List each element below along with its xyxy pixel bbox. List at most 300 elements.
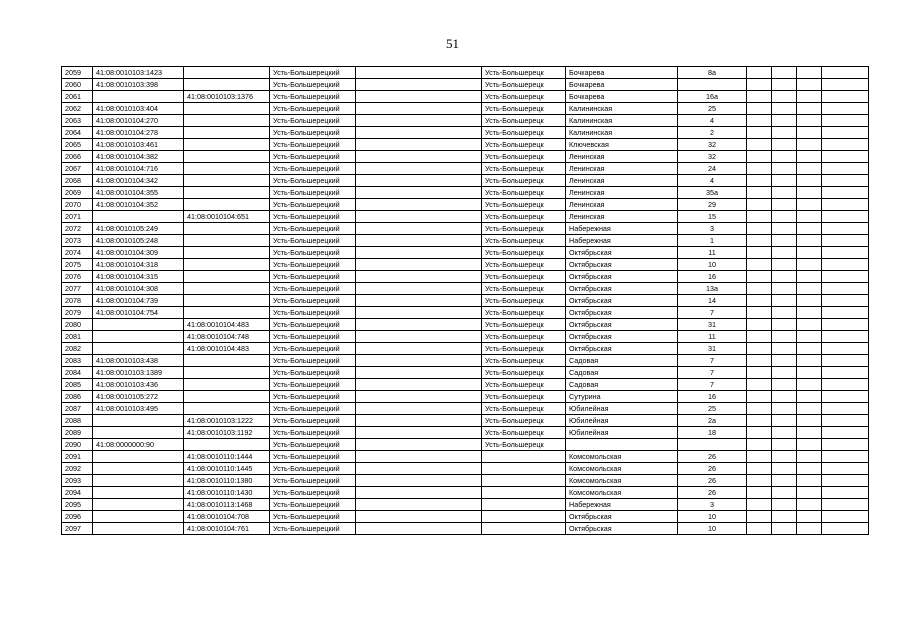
locality-cell [356, 271, 482, 283]
empty-cell [822, 151, 869, 163]
locality-cell [356, 451, 482, 463]
empty-cell [822, 187, 869, 199]
empty-cell [747, 127, 772, 139]
cadastral-number-alt: 41:08:0010104:483 [184, 319, 270, 331]
row-number: 2088 [62, 415, 93, 427]
district-name: Усть-Большерецкий [270, 487, 356, 499]
table-row [62, 163, 869, 175]
cadastral-number: 41:08:0010105:272 [93, 391, 184, 403]
settlement-name: Усть-Большерецк [482, 187, 566, 199]
cadastral-number [93, 211, 184, 223]
cadastral-number-alt [184, 235, 270, 247]
empty-cell [772, 391, 797, 403]
table-row [62, 223, 869, 235]
cadastral-number [93, 427, 184, 439]
house-number: 3 [678, 223, 747, 235]
cadastral-number-alt [184, 355, 270, 367]
empty-cell [772, 127, 797, 139]
empty-cell [747, 139, 772, 151]
empty-cell [797, 487, 822, 499]
street-name: Октябрьская [566, 271, 678, 283]
empty-cell [797, 307, 822, 319]
empty-cell [772, 151, 797, 163]
district-name: Усть-Большерецкий [270, 103, 356, 115]
empty-cell [772, 439, 797, 451]
locality-cell [356, 439, 482, 451]
row-number: 2078 [62, 295, 93, 307]
district-name: Усть-Большерецкий [270, 175, 356, 187]
empty-cell [747, 307, 772, 319]
empty-cell [797, 199, 822, 211]
table-row [62, 79, 869, 91]
cadastral-number [93, 343, 184, 355]
locality-cell [356, 139, 482, 151]
cadastral-number [93, 451, 184, 463]
street-name: Садовая [566, 379, 678, 391]
empty-cell [797, 139, 822, 151]
district-name: Усть-Большерецкий [270, 379, 356, 391]
empty-cell [822, 319, 869, 331]
empty-cell [822, 295, 869, 307]
district-name: Усть-Большерецкий [270, 511, 356, 523]
empty-cell [772, 487, 797, 499]
empty-cell [797, 367, 822, 379]
locality-cell [356, 151, 482, 163]
district-name: Усть-Большерецкий [270, 415, 356, 427]
cadastral-number: 41:08:0010104:270 [93, 115, 184, 127]
district-name: Усть-Большерецкий [270, 403, 356, 415]
cadastral-number-alt [184, 379, 270, 391]
empty-cell [747, 115, 772, 127]
empty-cell [822, 343, 869, 355]
row-number: 2094 [62, 487, 93, 499]
empty-cell [772, 223, 797, 235]
empty-cell [797, 91, 822, 103]
row-number: 2059 [62, 67, 93, 79]
empty-cell [772, 139, 797, 151]
district-name: Усть-Большерецкий [270, 331, 356, 343]
table-row [62, 127, 869, 139]
street-name: Юбилейная [566, 403, 678, 415]
cadastral-number [93, 415, 184, 427]
house-number: 4 [678, 175, 747, 187]
empty-cell [822, 463, 869, 475]
row-number: 2083 [62, 355, 93, 367]
table-row [62, 463, 869, 475]
empty-cell [772, 163, 797, 175]
empty-cell [797, 523, 822, 535]
settlement-name: Усть-Большерецк [482, 223, 566, 235]
empty-cell [797, 187, 822, 199]
table-row [62, 151, 869, 163]
street-name: Ленинская [566, 199, 678, 211]
street-name: Октябрьская [566, 283, 678, 295]
empty-cell [772, 463, 797, 475]
row-number: 2082 [62, 343, 93, 355]
empty-cell [797, 67, 822, 79]
empty-cell [797, 211, 822, 223]
empty-cell [822, 211, 869, 223]
empty-cell [797, 283, 822, 295]
empty-cell [797, 331, 822, 343]
row-number: 2062 [62, 103, 93, 115]
house-number: 26 [678, 487, 747, 499]
house-number: 7 [678, 307, 747, 319]
row-number: 2064 [62, 127, 93, 139]
empty-cell [797, 127, 822, 139]
empty-cell [747, 367, 772, 379]
empty-cell [772, 67, 797, 79]
empty-cell [822, 175, 869, 187]
empty-cell [797, 463, 822, 475]
empty-cell [772, 115, 797, 127]
district-name: Усть-Большерецкий [270, 295, 356, 307]
district-name: Усть-Большерецкий [270, 343, 356, 355]
house-number: 11 [678, 331, 747, 343]
empty-cell [772, 175, 797, 187]
street-name: Ленинская [566, 175, 678, 187]
empty-cell [822, 127, 869, 139]
cadastral-number-alt [184, 295, 270, 307]
empty-cell [797, 379, 822, 391]
street-name: Ленинская [566, 163, 678, 175]
locality-cell [356, 487, 482, 499]
page-number: 51 [446, 36, 459, 51]
house-number: 31 [678, 343, 747, 355]
locality-cell [356, 103, 482, 115]
table-row [62, 319, 869, 331]
cadastral-number-alt [184, 271, 270, 283]
settlement-name [482, 511, 566, 523]
empty-cell [747, 283, 772, 295]
cadastral-number-alt: 41:08:0010110:1380 [184, 475, 270, 487]
settlement-name [482, 475, 566, 487]
cadastral-number: 41:08:0010104:315 [93, 271, 184, 283]
empty-cell [747, 211, 772, 223]
empty-cell [747, 235, 772, 247]
empty-cell [747, 175, 772, 187]
row-number: 2077 [62, 283, 93, 295]
cadastral-number [93, 499, 184, 511]
row-number: 2066 [62, 151, 93, 163]
cadastral-number [93, 523, 184, 535]
empty-cell [747, 523, 772, 535]
empty-cell [772, 79, 797, 91]
empty-cell [772, 247, 797, 259]
empty-cell [797, 103, 822, 115]
district-name: Усть-Большерецкий [270, 211, 356, 223]
district-name: Усть-Большерецкий [270, 499, 356, 511]
cadastral-number-alt: 41:08:0010110:1444 [184, 451, 270, 463]
empty-cell [747, 439, 772, 451]
empty-cell [747, 151, 772, 163]
table-row [62, 67, 869, 79]
row-number: 2086 [62, 391, 93, 403]
house-number: 32 [678, 151, 747, 163]
locality-cell [356, 259, 482, 271]
cadastral-number [93, 91, 184, 103]
table-row [62, 439, 869, 451]
empty-cell [822, 331, 869, 343]
table-row [62, 475, 869, 487]
settlement-name: Усть-Большерецк [482, 79, 566, 91]
row-number: 2073 [62, 235, 93, 247]
table-row [62, 391, 869, 403]
locality-cell [356, 403, 482, 415]
table-row [62, 259, 869, 271]
cadastral-number [93, 463, 184, 475]
locality-cell [356, 319, 482, 331]
empty-cell [797, 415, 822, 427]
settlement-name: Усть-Большерецк [482, 67, 566, 79]
table-row [62, 283, 869, 295]
locality-cell [356, 211, 482, 223]
cadastral-number-alt: 41:08:0010104:761 [184, 523, 270, 535]
cadastral-number: 41:08:0010105:249 [93, 223, 184, 235]
house-number: 7 [678, 379, 747, 391]
house-number: 16 [678, 391, 747, 403]
row-number: 2067 [62, 163, 93, 175]
table-row [62, 331, 869, 343]
district-name: Усть-Большерецкий [270, 439, 356, 451]
cadastral-number-alt [184, 439, 270, 451]
empty-cell [747, 379, 772, 391]
cadastral-number: 41:08:0010104:309 [93, 247, 184, 259]
cadastral-number-alt: 41:08:0010104:708 [184, 511, 270, 523]
row-number: 2085 [62, 379, 93, 391]
settlement-name: Усть-Большерецк [482, 367, 566, 379]
cadastral-number [93, 331, 184, 343]
street-name: Октябрьская [566, 307, 678, 319]
cadastral-number-alt [184, 67, 270, 79]
settlement-name: Усть-Большерецк [482, 139, 566, 151]
table-row [62, 211, 869, 223]
empty-cell [822, 139, 869, 151]
empty-cell [772, 403, 797, 415]
cadastral-number: 41:08:0010104:716 [93, 163, 184, 175]
cadastral-number-alt [184, 151, 270, 163]
street-name: Садовая [566, 355, 678, 367]
house-number: 24 [678, 163, 747, 175]
settlement-name: Усть-Большерецк [482, 415, 566, 427]
empty-cell [747, 271, 772, 283]
cadastral-number: 41:08:0010104:754 [93, 307, 184, 319]
locality-cell [356, 523, 482, 535]
table-row [62, 367, 869, 379]
table-row [62, 295, 869, 307]
table-row [62, 343, 869, 355]
street-name: Комсомольская [566, 475, 678, 487]
empty-cell [747, 223, 772, 235]
empty-cell [747, 187, 772, 199]
empty-cell [822, 247, 869, 259]
cadastral-number-alt: 41:08:0010113:1468 [184, 499, 270, 511]
cadastral-number-alt [184, 367, 270, 379]
district-name: Усть-Большерецкий [270, 283, 356, 295]
house-number: 18 [678, 427, 747, 439]
empty-cell [822, 451, 869, 463]
empty-cell [772, 283, 797, 295]
table-row [62, 103, 869, 115]
cadastral-number-alt [184, 187, 270, 199]
house-number: 3 [678, 499, 747, 511]
locality-cell [356, 355, 482, 367]
district-name: Усть-Большерецкий [270, 427, 356, 439]
table-row [62, 91, 869, 103]
empty-cell [822, 499, 869, 511]
empty-cell [797, 151, 822, 163]
empty-cell [797, 271, 822, 283]
empty-cell [797, 439, 822, 451]
house-number: 15 [678, 211, 747, 223]
cadastral-number-alt [184, 391, 270, 403]
settlement-name: Усть-Большерецк [482, 343, 566, 355]
table-row [62, 451, 869, 463]
cadastral-number-alt: 41:08:0010104:748 [184, 331, 270, 343]
house-number: 35а [678, 187, 747, 199]
district-name: Усть-Большерецкий [270, 235, 356, 247]
locality-cell [356, 475, 482, 487]
street-name: Набережная [566, 223, 678, 235]
district-name: Усть-Большерецкий [270, 355, 356, 367]
empty-cell [822, 103, 869, 115]
empty-cell [747, 475, 772, 487]
street-name: Садовая [566, 367, 678, 379]
settlement-name: Усть-Большерецк [482, 283, 566, 295]
cadastral-number: 41:08:0010103:1423 [93, 67, 184, 79]
cadastral-number: 41:08:0010104:342 [93, 175, 184, 187]
empty-cell [822, 223, 869, 235]
empty-cell [747, 199, 772, 211]
cadastral-number [93, 511, 184, 523]
table-row [62, 427, 869, 439]
empty-cell [747, 67, 772, 79]
settlement-name [482, 523, 566, 535]
empty-cell [797, 403, 822, 415]
empty-cell [797, 499, 822, 511]
locality-cell [356, 511, 482, 523]
house-number: 2а [678, 415, 747, 427]
empty-cell [747, 355, 772, 367]
empty-cell [747, 499, 772, 511]
settlement-name: Усть-Большерецк [482, 163, 566, 175]
district-name: Усть-Большерецкий [270, 127, 356, 139]
row-number: 2091 [62, 451, 93, 463]
empty-cell [822, 415, 869, 427]
district-name: Усть-Большерецкий [270, 91, 356, 103]
settlement-name: Усть-Большерецк [482, 307, 566, 319]
empty-cell [822, 199, 869, 211]
locality-cell [356, 427, 482, 439]
row-number: 2070 [62, 199, 93, 211]
empty-cell [822, 307, 869, 319]
cadastral-number: 41:08:0010103:461 [93, 139, 184, 151]
empty-cell [772, 343, 797, 355]
empty-cell [822, 283, 869, 295]
empty-cell [772, 367, 797, 379]
street-name: Юбилейная [566, 415, 678, 427]
cadastral-number [93, 475, 184, 487]
row-number: 2090 [62, 439, 93, 451]
row-number: 2081 [62, 331, 93, 343]
cadastral-number-alt: 41:08:0010110:1430 [184, 487, 270, 499]
street-name: Октябрьская [566, 511, 678, 523]
settlement-name: Усть-Большерецк [482, 319, 566, 331]
empty-cell [822, 79, 869, 91]
empty-cell [797, 355, 822, 367]
table-row [62, 511, 869, 523]
house-number: 7 [678, 355, 747, 367]
empty-cell [772, 259, 797, 271]
street-name: Октябрьская [566, 523, 678, 535]
cadastral-number-alt [184, 199, 270, 211]
street-name: Комсомольская [566, 463, 678, 475]
house-number: 26 [678, 463, 747, 475]
street-name: Октябрьская [566, 343, 678, 355]
row-number: 2097 [62, 523, 93, 535]
house-number: 8а [678, 67, 747, 79]
table-row [62, 487, 869, 499]
house-number: 13а [678, 283, 747, 295]
house-number: 7 [678, 367, 747, 379]
table-row [62, 139, 869, 151]
street-name: Бочкарева [566, 67, 678, 79]
cadastral-number: 41:08:0010103:438 [93, 355, 184, 367]
empty-cell [797, 475, 822, 487]
settlement-name [482, 499, 566, 511]
empty-cell [797, 511, 822, 523]
settlement-name: Усть-Большерецк [482, 439, 566, 451]
empty-cell [772, 187, 797, 199]
empty-cell [747, 415, 772, 427]
cadastral-number-alt: 41:08:0010104:483 [184, 343, 270, 355]
house-number: 31 [678, 319, 747, 331]
empty-cell [822, 475, 869, 487]
house-number: 16а [678, 91, 747, 103]
district-name: Усть-Большерецкий [270, 307, 356, 319]
settlement-name [482, 487, 566, 499]
empty-cell [772, 319, 797, 331]
locality-cell [356, 127, 482, 139]
cadastral-number: 41:08:0010104:352 [93, 199, 184, 211]
street-name: Октябрьская [566, 247, 678, 259]
house-number [678, 79, 747, 91]
cadastral-number: 41:08:0010103:404 [93, 103, 184, 115]
empty-cell [772, 271, 797, 283]
empty-cell [747, 343, 772, 355]
empty-cell [772, 295, 797, 307]
district-name: Усть-Большерецкий [270, 523, 356, 535]
row-number: 2071 [62, 211, 93, 223]
house-number: 14 [678, 295, 747, 307]
empty-cell [772, 103, 797, 115]
house-number: 26 [678, 451, 747, 463]
registry-table [61, 66, 869, 535]
street-name: Комсомольская [566, 451, 678, 463]
empty-cell [822, 403, 869, 415]
street-name [566, 439, 678, 451]
empty-cell [797, 427, 822, 439]
empty-cell [747, 163, 772, 175]
settlement-name: Усть-Большерецк [482, 211, 566, 223]
empty-cell [822, 67, 869, 79]
locality-cell [356, 199, 482, 211]
settlement-name: Усть-Большерецк [482, 247, 566, 259]
row-number: 2063 [62, 115, 93, 127]
cadastral-number: 41:08:0010104:308 [93, 283, 184, 295]
cadastral-number-alt [184, 259, 270, 271]
empty-cell [822, 427, 869, 439]
